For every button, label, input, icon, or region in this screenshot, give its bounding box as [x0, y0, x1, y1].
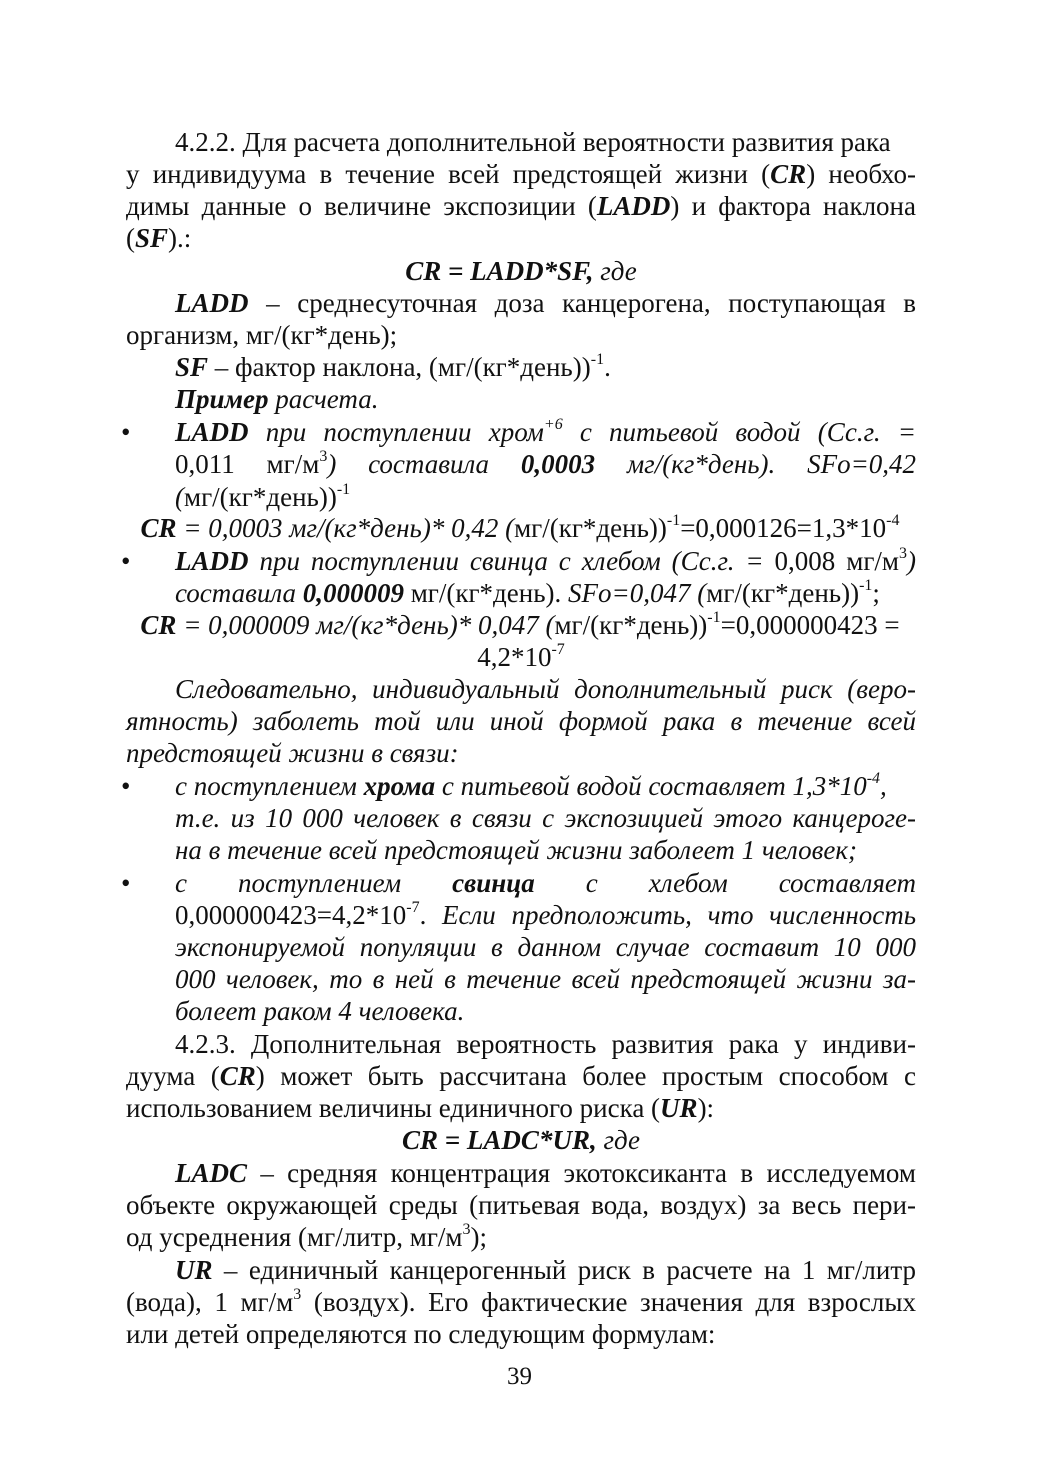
text-line: SF – фактор наклона, (мг/(кг*день))$^{-1}$. — [175, 351, 611, 382]
example-heading: Пример расчета. — [175, 384, 379, 414]
text-line: 4.2.3. Дополнительная вероятность развития рака у индиви- — [175, 1029, 916, 1059]
text-line: составила 0,000009 мг/(кг*день). SFo=0,047 (мг/(кг*день))$^{-1}$; — [175, 577, 880, 608]
text-line: дуума (CR) может быть рассчитана более простым способом с — [126, 1061, 916, 1091]
text-line: у индивидуума в течение всей предстоящей жизни (CR) необхо- — [126, 159, 916, 189]
formula-cr-lead-result: $4,2*10^{-7}$ — [477, 641, 565, 672]
text-line: 000 человек, то в ней в течение всей предстоящей жизни за- — [175, 964, 916, 994]
text-line: т.е. из 10 000 человек в связи с экспозицией этого канцероге- — [175, 803, 916, 833]
formula-cr-ladd-sf: CR = LADD*SF, где — [405, 256, 637, 286]
text-line: объекте окружающей среды (питьевая вода, воздух) за весь пери- — [126, 1190, 916, 1220]
text-line: LADD при поступлении хром$^{+6}$ с питьевой водой (Сс.г. = — [175, 416, 916, 447]
text-line: 0,011 $мг/м^3$) составила 0,0003 мг/(кг*день). SFo=0,42 — [175, 448, 917, 479]
text-line: (SF).: — [126, 223, 192, 253]
text-line: предстоящей жизни в связи: — [126, 738, 459, 768]
text-line: од усреднения (мг/литр, $мг/м^3$); — [126, 1221, 488, 1252]
bullet-marker: • — [121, 868, 131, 898]
text-line: димы данные о величине экспозиции (LADD) и фактора наклона — [126, 191, 916, 221]
text-line: экспонируемой популяции в данном случае составит 10 000 — [175, 932, 916, 962]
text-line: или детей определяются по следующим формулам: — [126, 1319, 716, 1349]
page-number: 39 — [507, 1363, 532, 1390]
bullet-marker: • — [121, 771, 131, 801]
text-line: использованием величины единичного риска (UR): — [126, 1093, 715, 1123]
text-line: организм, мг/(кг*день); — [126, 320, 398, 350]
text-line: $0,000000423=4,2*10^{-7}$. Если предположить, что численность — [175, 899, 917, 930]
text-line: LADD при поступлении свинца с хлебом (Сс.г. = 0,008 $мг/м^3$) — [175, 545, 916, 576]
text-line: на в течение всей предстоящей жизни заболеет 1 человек; — [175, 835, 857, 865]
formula-cr-ladc-ur: CR = LADC*UR, где — [402, 1125, 640, 1155]
text-line: 4.2.2. Для расчета дополнительной вероятности развития рака — [175, 127, 891, 157]
text-line: с поступлением хрома с питьевой водой составляет $1,3*10^{-4}$, — [175, 770, 887, 801]
text-line: (мг/(кг*день))$^{-1}$ — [175, 481, 351, 512]
formula-cr-chromium: CR = 0,0003 мг/(кг*день)* 0,42 $(мг/(кг*день))^{-1}=0,000126=1,3*10^{-4}$ — [140, 512, 900, 543]
text-line: (вода), 1 $мг/м^3$ (воздух). Его фактические значения для взрослых — [126, 1286, 916, 1317]
text-line: ятность) заболеть той или иной формой рака в течение всей — [126, 706, 916, 736]
bullet-marker: • — [121, 546, 131, 576]
text-line: UR – единичный канцерогенный риск в расчете на 1 мг/литр — [175, 1255, 916, 1285]
text-line: LADC – средняя концентрация экотоксиканта в исследуемом — [175, 1158, 916, 1188]
text-line: с поступлением свинца с хлебом составляет — [175, 868, 916, 898]
text-line: LADD – среднесуточная доза канцерогена, поступающая в — [175, 288, 916, 318]
text-line: болеет раком 4 человека. — [175, 996, 465, 1026]
formula-cr-lead: CR = 0,000009 мг/(кг*день)* 0,047 (мг/(кг*день))$^{-1}$=0,000000423 = — [140, 609, 900, 640]
bullet-marker: • — [121, 417, 131, 447]
text-line: Следовательно, индивидуальный дополнительный риск (веро- — [175, 674, 916, 704]
